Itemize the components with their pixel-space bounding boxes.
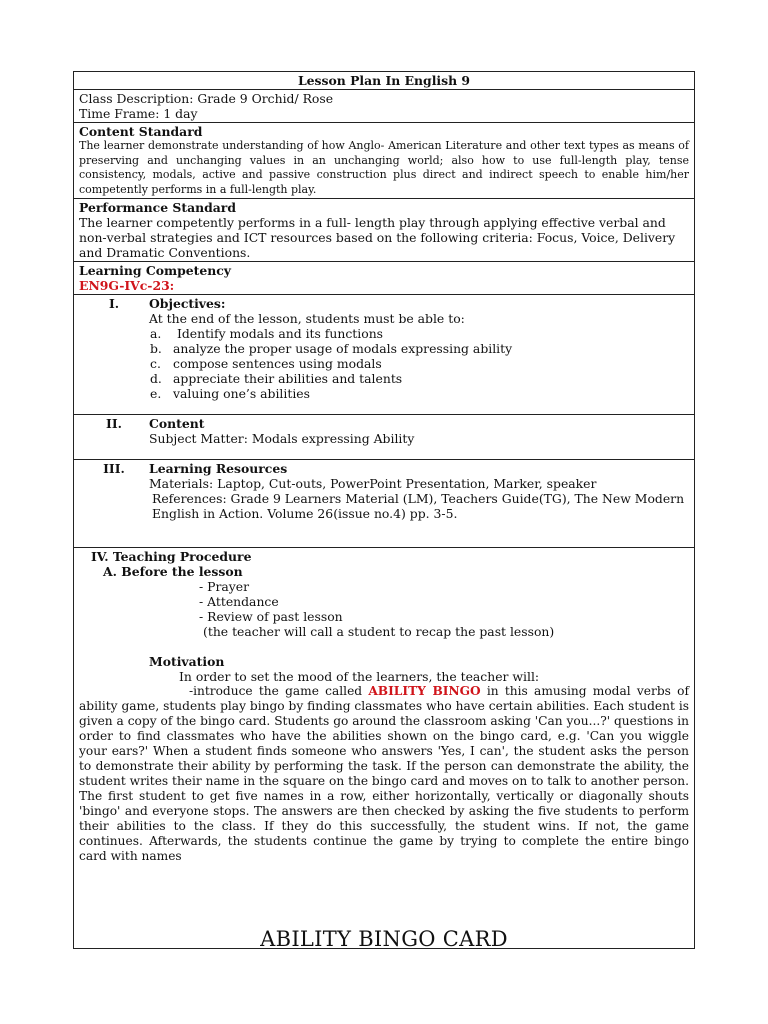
resources-heading: Learning Resources [149,461,288,476]
procedure-note: (the teacher will call a student to recap the past lesson) [203,624,555,639]
materials-text: Materials: Laptop, Cut-outs, PowerPoint Presentation, Marker, speaker [149,476,597,491]
procedure-step: - Attendance [199,594,279,609]
objectives-intro: At the end of the lesson, students must be able to: [149,311,465,326]
performance-standard-heading: Performance Standard [79,200,237,215]
content-standard-heading: Content Standard [79,124,203,139]
motivation-intro: In order to set the mood of the learners, the teacher will: [179,669,540,684]
game-description: -introduce the game called ABILITY BINGO in this amusing modal verbs of ability game, students play bingo by finding classmates who have certain abilities. Each student is given a copy of the bingo card. Students go around the classroom asking 'Can you...?' questions in order to find classmates who have the abilities shown on the bingo card, e.g. 'Can you wiggle your ears?' When a student finds someone who answers 'Yes, I can', the student asks the person to demonstrate their ability by performing the task. If the person can demonstrate the ability, the student writes their name in the square on the bingo card and moves on to talk to another person. The first student to get five names in a row, either horizontally, vertically or diagonally shouts 'bingo' and everyone stops. The answers are then checked by asking the five students to perform their abilities to the class. If they do this successfully, the student wins. If not, the game continues. Afterwards, the students continue the game by trying to complete the entire bingo card with names [79,684,689,863]
procedure-step: - Review of past lesson [199,609,343,624]
objective-item: c. compose sentences using modals [150,356,382,371]
content-standard-text: The learner demonstrate understanding of how Anglo- American Literature and other text types as means of preserving and unchanging values in an unchanging world; also how to use full-length play, tense consistency, modals, active and passive construction plus direct and indirect speech to enable him/her competently performs in a full-length play. [79,139,689,196]
objectives-row [74,295,695,415]
class-info-row [74,90,695,123]
class-description: Class Description: Grade 9 Orchid/ Rose [79,91,334,106]
procedure-heading: IV. Teaching Procedure [91,549,252,564]
competency-code: EN9G-IVc-23: [79,278,175,293]
procedure-step: - Prayer [199,579,250,594]
objective-item: b. analyze the proper usage of modals expressing ability [150,341,513,356]
bingo-card-title: ABILITY BINGO CARD [260,927,508,951]
objectives-numeral: I. [108,296,120,311]
objective-item: a. Identify modals and its functions [150,326,384,341]
title-row [74,72,695,90]
content-numeral: II. [106,416,122,431]
resources-numeral: III. [103,461,125,476]
lesson-plan-title: Lesson Plan In English 9 [74,72,695,90]
references-text: References: Grade 9 Learners Material (LM), Teachers Guide(TG), The New Modern English in Action. Volume 26(issue no.4) pp. 3-5. [152,491,685,521]
objectives-heading: Objectives: [149,296,226,311]
content-standard-row [74,123,695,199]
content-row [74,415,695,460]
resources-row [74,460,695,548]
procedure-row [74,548,695,949]
objective-item: d. appreciate their abilities and talents [150,371,403,386]
content-heading: Content [149,416,205,431]
before-lesson-heading: A. Before the lesson [103,564,243,579]
learning-competency-heading: Learning Competency [79,263,231,278]
learning-competency-row [74,262,695,295]
time-frame: Time Frame: 1 day [79,106,198,121]
performance-standard-text: The learner competently performs in a full- length play through applying effective verbal and non-verbal strategies and ICT resources based on the following criteria: Focus, Voice, Delivery and Dramatic Conventions. [79,215,676,260]
lesson-plan-table [73,71,695,949]
objective-item: e. valuing one’s abilities [150,386,310,401]
performance-standard-row [74,199,695,262]
game-name: ABILITY BINGO [368,684,481,698]
motivation-heading: Motivation [149,654,225,669]
subject-matter: Subject Matter: Modals expressing Ability [149,431,415,446]
